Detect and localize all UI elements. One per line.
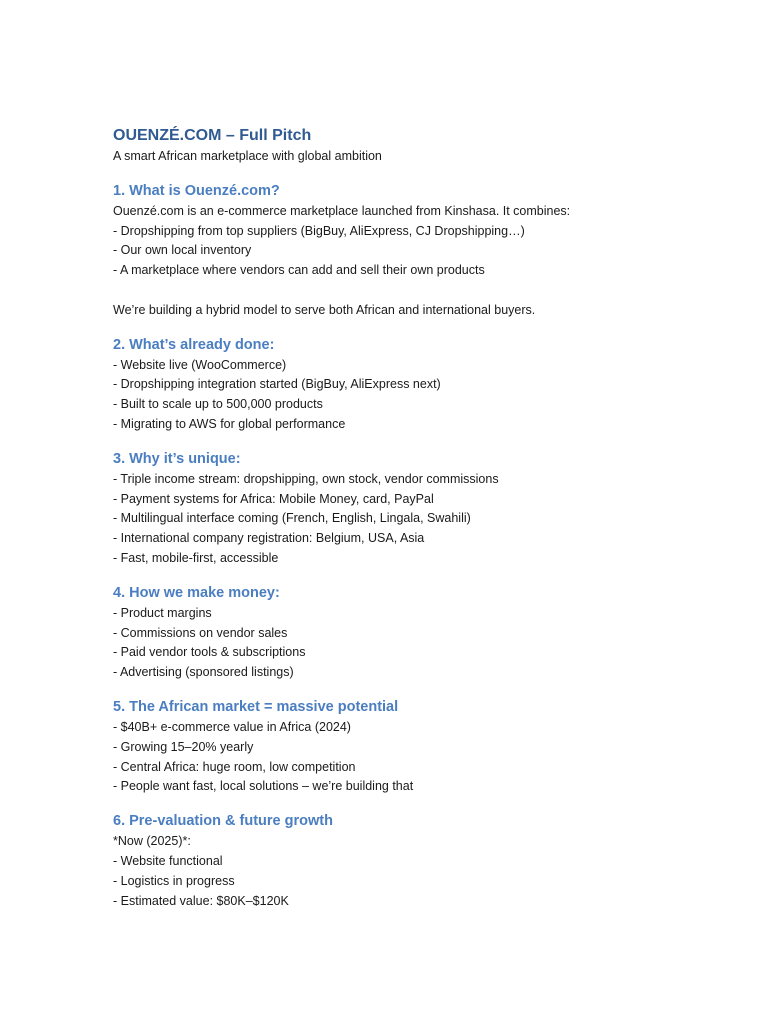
body-line: - Product margins (113, 605, 212, 620)
section-heading: 5. The African market = massive potential (113, 698, 399, 715)
body-line: - Central Africa: huge room, low competition (113, 759, 356, 774)
section-heading: 4. How we make money: (113, 584, 280, 601)
section-what-is (113, 181, 733, 321)
document-title: OUENZÉ.COM – Full Pitch (113, 127, 312, 144)
body-line: - A marketplace where vendors can add and sell their own products (113, 263, 485, 278)
body-line: - Growing 15–20% yearly (113, 739, 254, 754)
section-why-unique (113, 449, 733, 569)
document-subtitle: A smart African marketplace with global ambition (113, 149, 382, 163)
body-line: - Estimated value: $80K–$120K (113, 893, 289, 908)
body-line: - Payment systems for Africa: Mobile Money, card, PayPal (113, 491, 434, 506)
body-line: - Built to scale up to 500,000 products (113, 397, 323, 412)
section-heading: 1. What is Ouenzé.com? (113, 182, 280, 199)
body-line: - Triple income stream: dropshipping, own stock, vendor commissions (113, 471, 499, 486)
body-line: - Paid vendor tools & subscriptions (113, 645, 306, 660)
body-line: - People want fast, local solutions – we’re building that (113, 779, 414, 794)
section-heading: 2. What’s already done: (113, 336, 275, 353)
section-pre-valuation (113, 811, 733, 911)
body-line: Ouenzé.com is an e-commerce marketplace launched from Kinshasa. It combines: (113, 203, 571, 218)
body-line: - Website functional (113, 853, 223, 868)
body-line: - $40B+ e-commerce value in Africa (2024) (113, 719, 351, 734)
body-paragraph: We’re building a hybrid model to serve both African and international buyers. (113, 302, 536, 317)
section-already-done (113, 335, 733, 435)
body-line: - Website live (WooCommerce) (113, 357, 287, 372)
body-line: - International company registration: Belgium, USA, Asia (113, 531, 425, 546)
body-line: - Dropshipping integration started (BigBuy, AliExpress next) (113, 377, 441, 392)
body-line: - Advertising (sponsored listings) (113, 665, 294, 680)
section-heading: 3. Why it’s unique: (113, 450, 241, 467)
body-line: *Now (2025)*: (113, 834, 191, 849)
section-african-market (113, 697, 733, 797)
body-line: - Our own local inventory (113, 243, 252, 258)
section-heading: 6. Pre-valuation & future growth (113, 813, 333, 830)
body-line: - Logistics in progress (113, 873, 235, 888)
body-line: - Migrating to AWS for global performance (113, 416, 346, 431)
body-line: - Dropshipping from top suppliers (BigBuy, AliExpress, CJ Dropshipping…) (113, 223, 525, 238)
document-page (113, 125, 733, 925)
body-line: - Multilingual interface coming (French, English, Lingala, Swahili) (113, 511, 471, 526)
body-line: - Fast, mobile-first, accessible (113, 550, 279, 565)
section-make-money (113, 583, 733, 683)
body-line: - Commissions on vendor sales (113, 625, 288, 640)
